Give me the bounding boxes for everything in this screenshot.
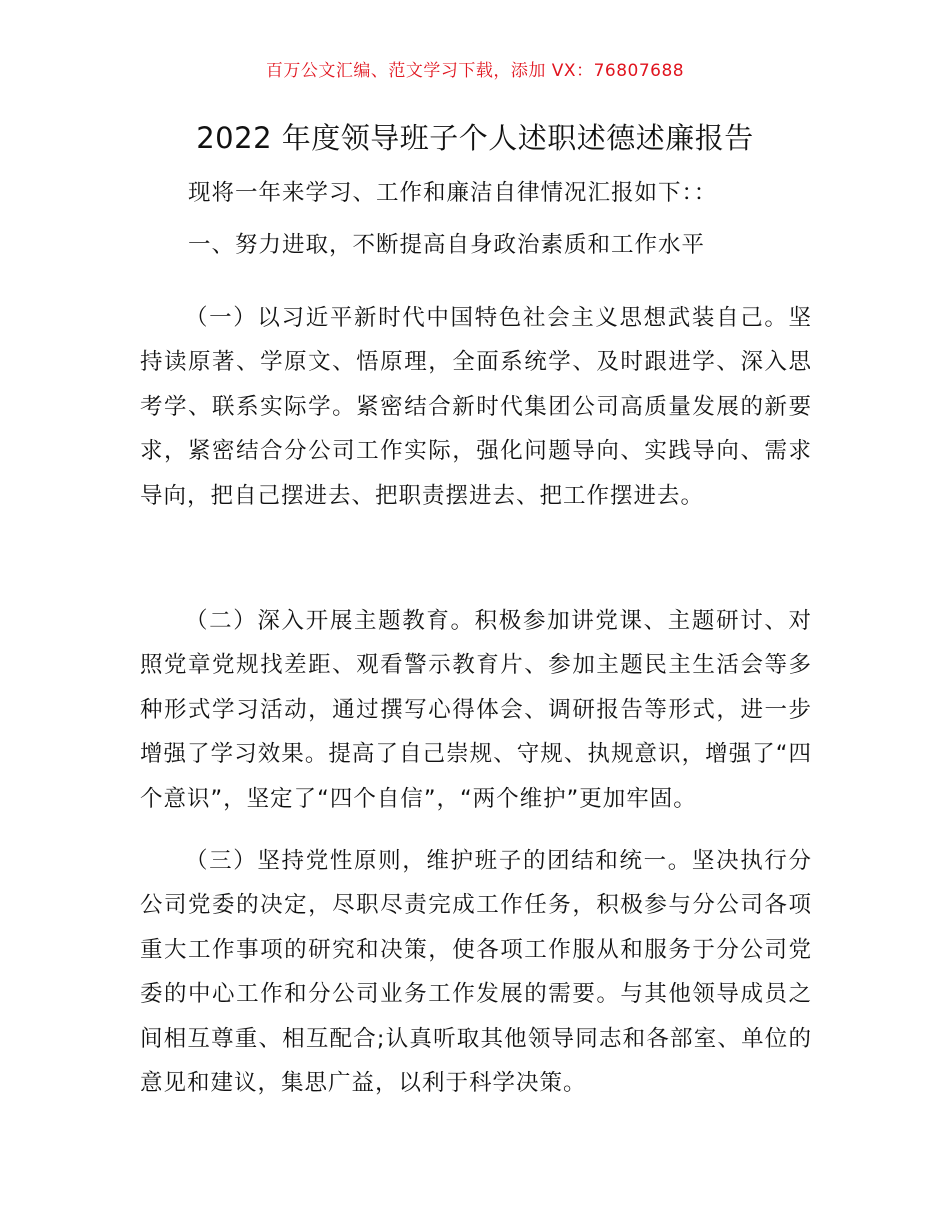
paragraph-1: （一）以习近平新时代中国特色社会主义思想武装自己。坚持读原著、学原文、悟原理，全面系统学、及时跟进学、深入思考学、联系实际学。紧密结合新时代集团公司高质量发展的新要求，紧密结合分公司工作实际，强化问题导向、实践导向、需求导向，把自己摆进去、把职责摆进去、把工作摆进去。 <box>140 304 812 509</box>
document-title: 2022 年度领导班子个人述职述德述廉报告 <box>196 121 754 155</box>
section-heading-1: 一、努力进取，不断提高自身政治素质和工作水平 <box>188 232 706 258</box>
paragraph-2: （二）深入开展主题教育。积极参加讲党课、主题研讨、对照党章党规找差距、观看警示教育片、参加主题民主生活会等多种形式学习活动，通过撰写心得体会、调研报告等形式，进一步增强了学习效果。提高了自己崇规、守规、执规意识，增强了“四个意识”，坚定了“四个自信”，“两个维护”更加牢固。 <box>140 607 812 812</box>
intro-line: 现将一年来学习、工作和廉洁自律情况汇报如下：： <box>188 180 718 206</box>
paragraph-3: （三）坚持党性原则，维护班子的团结和统一。坚决执行分公司党委的决定，尽职尽责完成工作任务，积极参与分公司各项重大工作事项的研究和决策，使各项工作服从和服务于分公司党委的中心工作和分公司业务工作发展的需要。与其他领导成员之间相互尊重、相互配合;认真听取其他领导同志和各部室、单位的意见和建议，集思广益，以利于科学决策。 <box>140 847 812 1097</box>
watermark-header: 百万公文汇编、范文学习下载，添加 VX：76807688 <box>265 61 685 81</box>
